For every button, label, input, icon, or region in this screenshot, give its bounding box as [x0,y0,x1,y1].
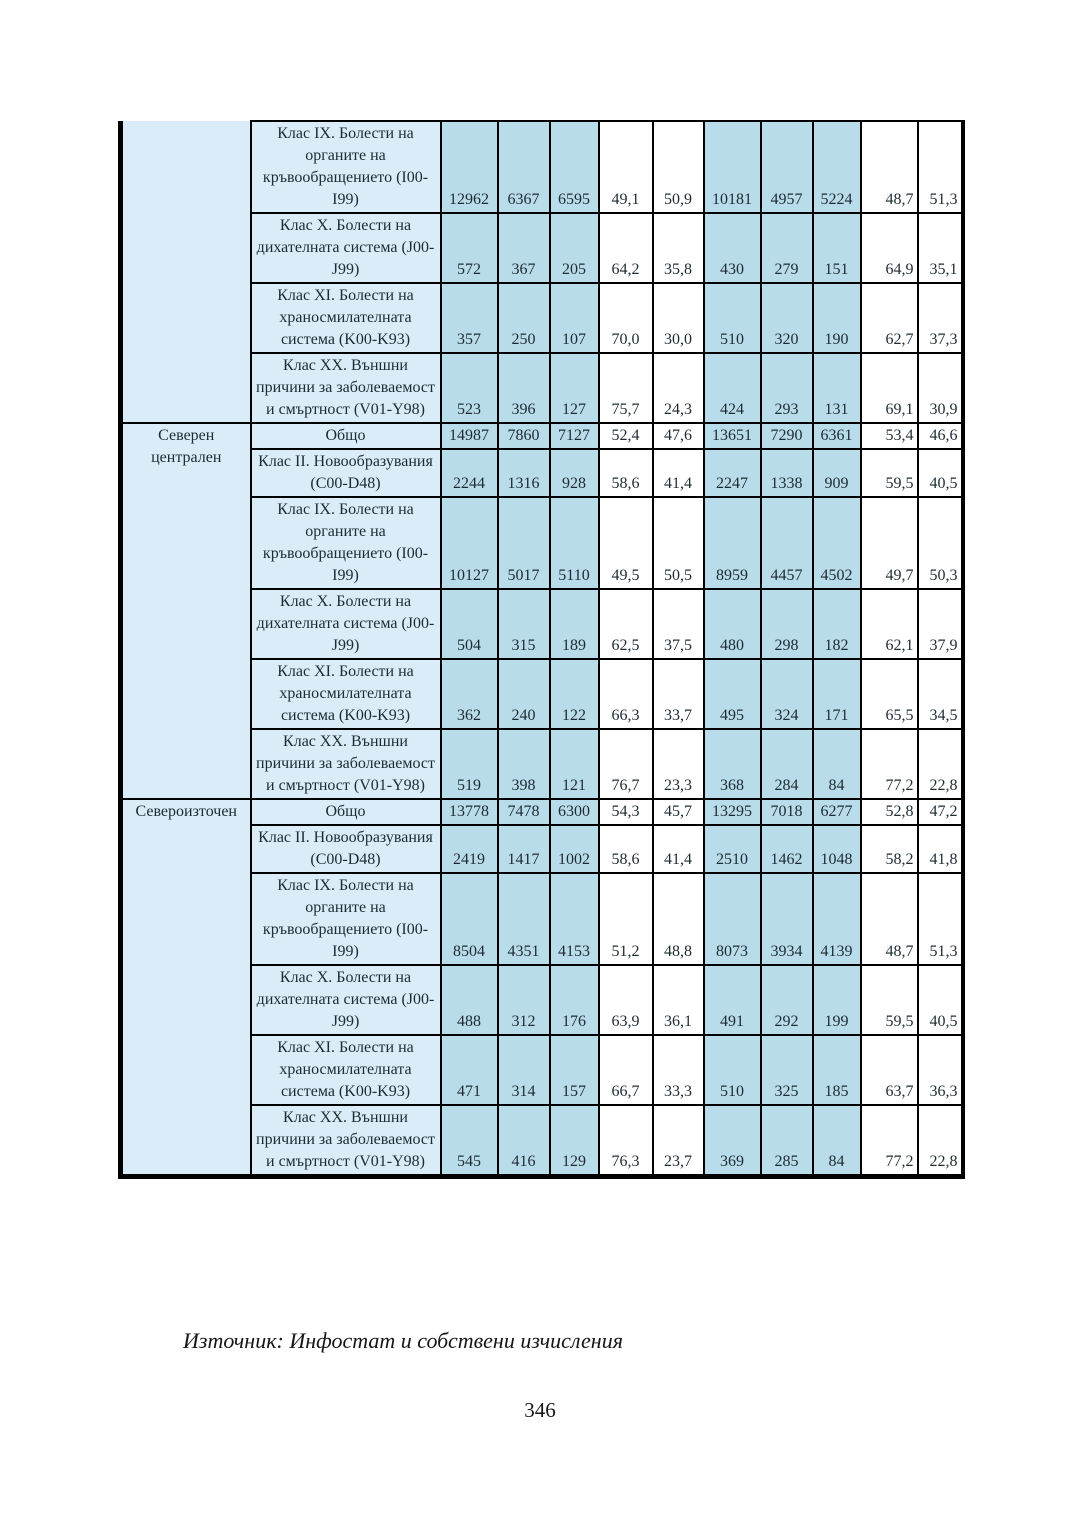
value-cell: 320 [761,283,813,353]
region-name-cell [121,121,251,423]
value-cell: 5110 [550,497,599,589]
value-cell: 519 [441,729,498,799]
value-cell: 65,5 [861,659,918,729]
class-label-cell: Клас IX. Болести на органите на кръвообращението (I00-I99) [251,873,441,965]
value-cell: 48,8 [653,873,704,965]
value-cell: 189 [550,589,599,659]
value-cell: 928 [550,449,599,497]
value-cell: 122 [550,659,599,729]
value-cell: 47,2 [918,799,963,825]
value-cell: 6300 [550,799,599,825]
value-cell: 49,1 [599,121,653,213]
region-name-cell: Североизточен [121,799,251,1177]
value-cell: 35,1 [918,213,963,283]
value-cell: 49,7 [861,497,918,589]
value-cell: 4153 [550,873,599,965]
value-cell: 22,8 [918,729,963,799]
value-cell: 58,2 [861,825,918,873]
value-cell: 52,4 [599,423,653,449]
value-cell: 50,3 [918,497,963,589]
value-cell: 41,4 [653,825,704,873]
value-cell: 250 [498,283,550,353]
class-label-cell: Клас II. Новообразувания (C00-D48) [251,449,441,497]
value-cell: 121 [550,729,599,799]
value-cell: 77,2 [861,1105,918,1177]
value-cell: 75,7 [599,353,653,423]
value-cell: 8959 [704,497,761,589]
value-cell: 471 [441,1035,498,1105]
value-cell: 13778 [441,799,498,825]
value-cell: 66,7 [599,1035,653,1105]
value-cell: 37,3 [918,283,963,353]
class-label-cell: Клас XX. Външни причини за заболеваемост и смъртност (V01-Y98) [251,353,441,423]
value-cell: 7860 [498,423,550,449]
value-cell: 23,3 [653,729,704,799]
value-cell: 70,0 [599,283,653,353]
value-cell: 176 [550,965,599,1035]
page-number: 346 [524,1398,556,1422]
value-cell: 84 [813,729,861,799]
value-cell: 77,2 [861,729,918,799]
class-label-cell: Клас XI. Болести на храносмилателната система (K00-K93) [251,1035,441,1105]
value-cell: 36,3 [918,1035,963,1105]
value-cell: 495 [704,659,761,729]
class-label-cell: Клас XI. Болести на храносмилателната система (K00-K93) [251,659,441,729]
value-cell: 35,8 [653,213,704,283]
value-cell: 69,1 [861,353,918,423]
value-cell: 488 [441,965,498,1035]
region-name-cell: Северен централен [121,423,251,799]
class-label-cell: Клас XX. Външни причини за заболеваемост и смъртност (V01-Y98) [251,1105,441,1177]
value-cell: 324 [761,659,813,729]
value-cell: 4457 [761,497,813,589]
value-cell: 491 [704,965,761,1035]
value-cell: 47,6 [653,423,704,449]
value-cell: 58,6 [599,825,653,873]
value-cell: 51,3 [918,121,963,213]
value-cell: 357 [441,283,498,353]
value-cell: 362 [441,659,498,729]
value-cell: 40,5 [918,965,963,1035]
value-cell: 182 [813,589,861,659]
table-row [121,121,963,213]
value-cell: 4957 [761,121,813,213]
value-cell: 314 [498,1035,550,1105]
value-cell: 190 [813,283,861,353]
value-cell: 23,7 [653,1105,704,1177]
value-cell: 285 [761,1105,813,1177]
value-cell: 368 [704,729,761,799]
value-cell: 396 [498,353,550,423]
class-label-cell: Клас XX. Външни причини за заболеваемост и смъртност (V01-Y98) [251,729,441,799]
value-cell: 12962 [441,121,498,213]
value-cell: 424 [704,353,761,423]
value-cell: 5224 [813,121,861,213]
value-cell: 59,5 [861,965,918,1035]
value-cell: 7478 [498,799,550,825]
value-cell: 6367 [498,121,550,213]
value-cell: 63,9 [599,965,653,1035]
value-cell: 523 [441,353,498,423]
value-cell: 315 [498,589,550,659]
value-cell: 41,4 [653,449,704,497]
table-row [121,799,963,825]
value-cell: 4351 [498,873,550,965]
value-cell: 2510 [704,825,761,873]
value-cell: 76,3 [599,1105,653,1177]
value-cell: 37,5 [653,589,704,659]
value-cell: 416 [498,1105,550,1177]
value-cell: 8504 [441,873,498,965]
value-cell: 63,7 [861,1035,918,1105]
value-cell: 30,9 [918,353,963,423]
value-cell: 107 [550,283,599,353]
value-cell: 33,7 [653,659,704,729]
value-cell: 62,1 [861,589,918,659]
value-cell: 3934 [761,873,813,965]
value-cell: 1338 [761,449,813,497]
value-cell: 6361 [813,423,861,449]
value-cell: 24,3 [653,353,704,423]
source-note: Източник: Инфостат и собствени изчисления [183,1328,623,1353]
value-cell: 4139 [813,873,861,965]
value-cell: 199 [813,965,861,1035]
value-cell: 8073 [704,873,761,965]
value-cell: 30,0 [653,283,704,353]
value-cell: 151 [813,213,861,283]
value-cell: 129 [550,1105,599,1177]
value-cell: 13651 [704,423,761,449]
table-row [121,423,963,449]
value-cell: 240 [498,659,550,729]
value-cell: 6595 [550,121,599,213]
value-cell: 64,2 [599,213,653,283]
regions-table-body [121,121,963,1177]
value-cell: 58,6 [599,449,653,497]
value-cell: 41,8 [918,825,963,873]
value-cell: 48,7 [861,873,918,965]
value-cell: 572 [441,213,498,283]
value-cell: 33,3 [653,1035,704,1105]
value-cell: 510 [704,1035,761,1105]
value-cell: 13295 [704,799,761,825]
value-cell: 909 [813,449,861,497]
value-cell: 62,5 [599,589,653,659]
value-cell: 22,8 [918,1105,963,1177]
value-cell: 64,9 [861,213,918,283]
value-cell: 480 [704,589,761,659]
value-cell: 7127 [550,423,599,449]
class-label-cell: Общо [251,423,441,449]
value-cell: 2419 [441,825,498,873]
value-cell: 284 [761,729,813,799]
value-cell: 325 [761,1035,813,1105]
class-label-cell: Клас XI. Болести на храносмилателната система (K00-K93) [251,283,441,353]
value-cell: 10127 [441,497,498,589]
value-cell: 7018 [761,799,813,825]
value-cell: 1048 [813,825,861,873]
value-cell: 84 [813,1105,861,1177]
value-cell: 59,5 [861,449,918,497]
value-cell: 7290 [761,423,813,449]
value-cell: 5017 [498,497,550,589]
value-cell: 157 [550,1035,599,1105]
value-cell: 185 [813,1035,861,1105]
value-cell: 398 [498,729,550,799]
statistics-table-wrap [118,120,964,1179]
value-cell: 46,6 [918,423,963,449]
value-cell: 51,3 [918,873,963,965]
value-cell: 2244 [441,449,498,497]
value-cell: 54,3 [599,799,653,825]
value-cell: 48,7 [861,121,918,213]
value-cell: 1316 [498,449,550,497]
value-cell: 430 [704,213,761,283]
value-cell: 10181 [704,121,761,213]
class-label-cell: Клас X. Болести на дихателната система (J00-J99) [251,965,441,1035]
value-cell: 50,5 [653,497,704,589]
value-cell: 49,5 [599,497,653,589]
value-cell: 279 [761,213,813,283]
value-cell: 293 [761,353,813,423]
value-cell: 312 [498,965,550,1035]
value-cell: 131 [813,353,861,423]
value-cell: 66,3 [599,659,653,729]
value-cell: 504 [441,589,498,659]
value-cell: 171 [813,659,861,729]
value-cell: 545 [441,1105,498,1177]
class-label-cell: Клас X. Болести на дихателната система (J00-J99) [251,213,441,283]
value-cell: 76,7 [599,729,653,799]
value-cell: 34,5 [918,659,963,729]
value-cell: 37,9 [918,589,963,659]
value-cell: 1002 [550,825,599,873]
value-cell: 52,8 [861,799,918,825]
class-label-cell: Клас IX. Болести на органите на кръвообращението (I00-I99) [251,121,441,213]
value-cell: 14987 [441,423,498,449]
class-label-cell: Общо [251,799,441,825]
value-cell: 292 [761,965,813,1035]
regions-health-table [118,120,965,1179]
value-cell: 510 [704,283,761,353]
class-label-cell: Клас II. Новообразувания (C00-D48) [251,825,441,873]
value-cell: 2247 [704,449,761,497]
value-cell: 53,4 [861,423,918,449]
value-cell: 40,5 [918,449,963,497]
value-cell: 367 [498,213,550,283]
value-cell: 369 [704,1105,761,1177]
value-cell: 51,2 [599,873,653,965]
class-label-cell: Клас X. Болести на дихателната система (J00-J99) [251,589,441,659]
value-cell: 4502 [813,497,861,589]
value-cell: 6277 [813,799,861,825]
value-cell: 205 [550,213,599,283]
value-cell: 298 [761,589,813,659]
value-cell: 1417 [498,825,550,873]
value-cell: 45,7 [653,799,704,825]
value-cell: 1462 [761,825,813,873]
value-cell: 127 [550,353,599,423]
class-label-cell: Клас IX. Болести на органите на кръвообращението (I00-I99) [251,497,441,589]
value-cell: 36,1 [653,965,704,1035]
value-cell: 62,7 [861,283,918,353]
value-cell: 50,9 [653,121,704,213]
